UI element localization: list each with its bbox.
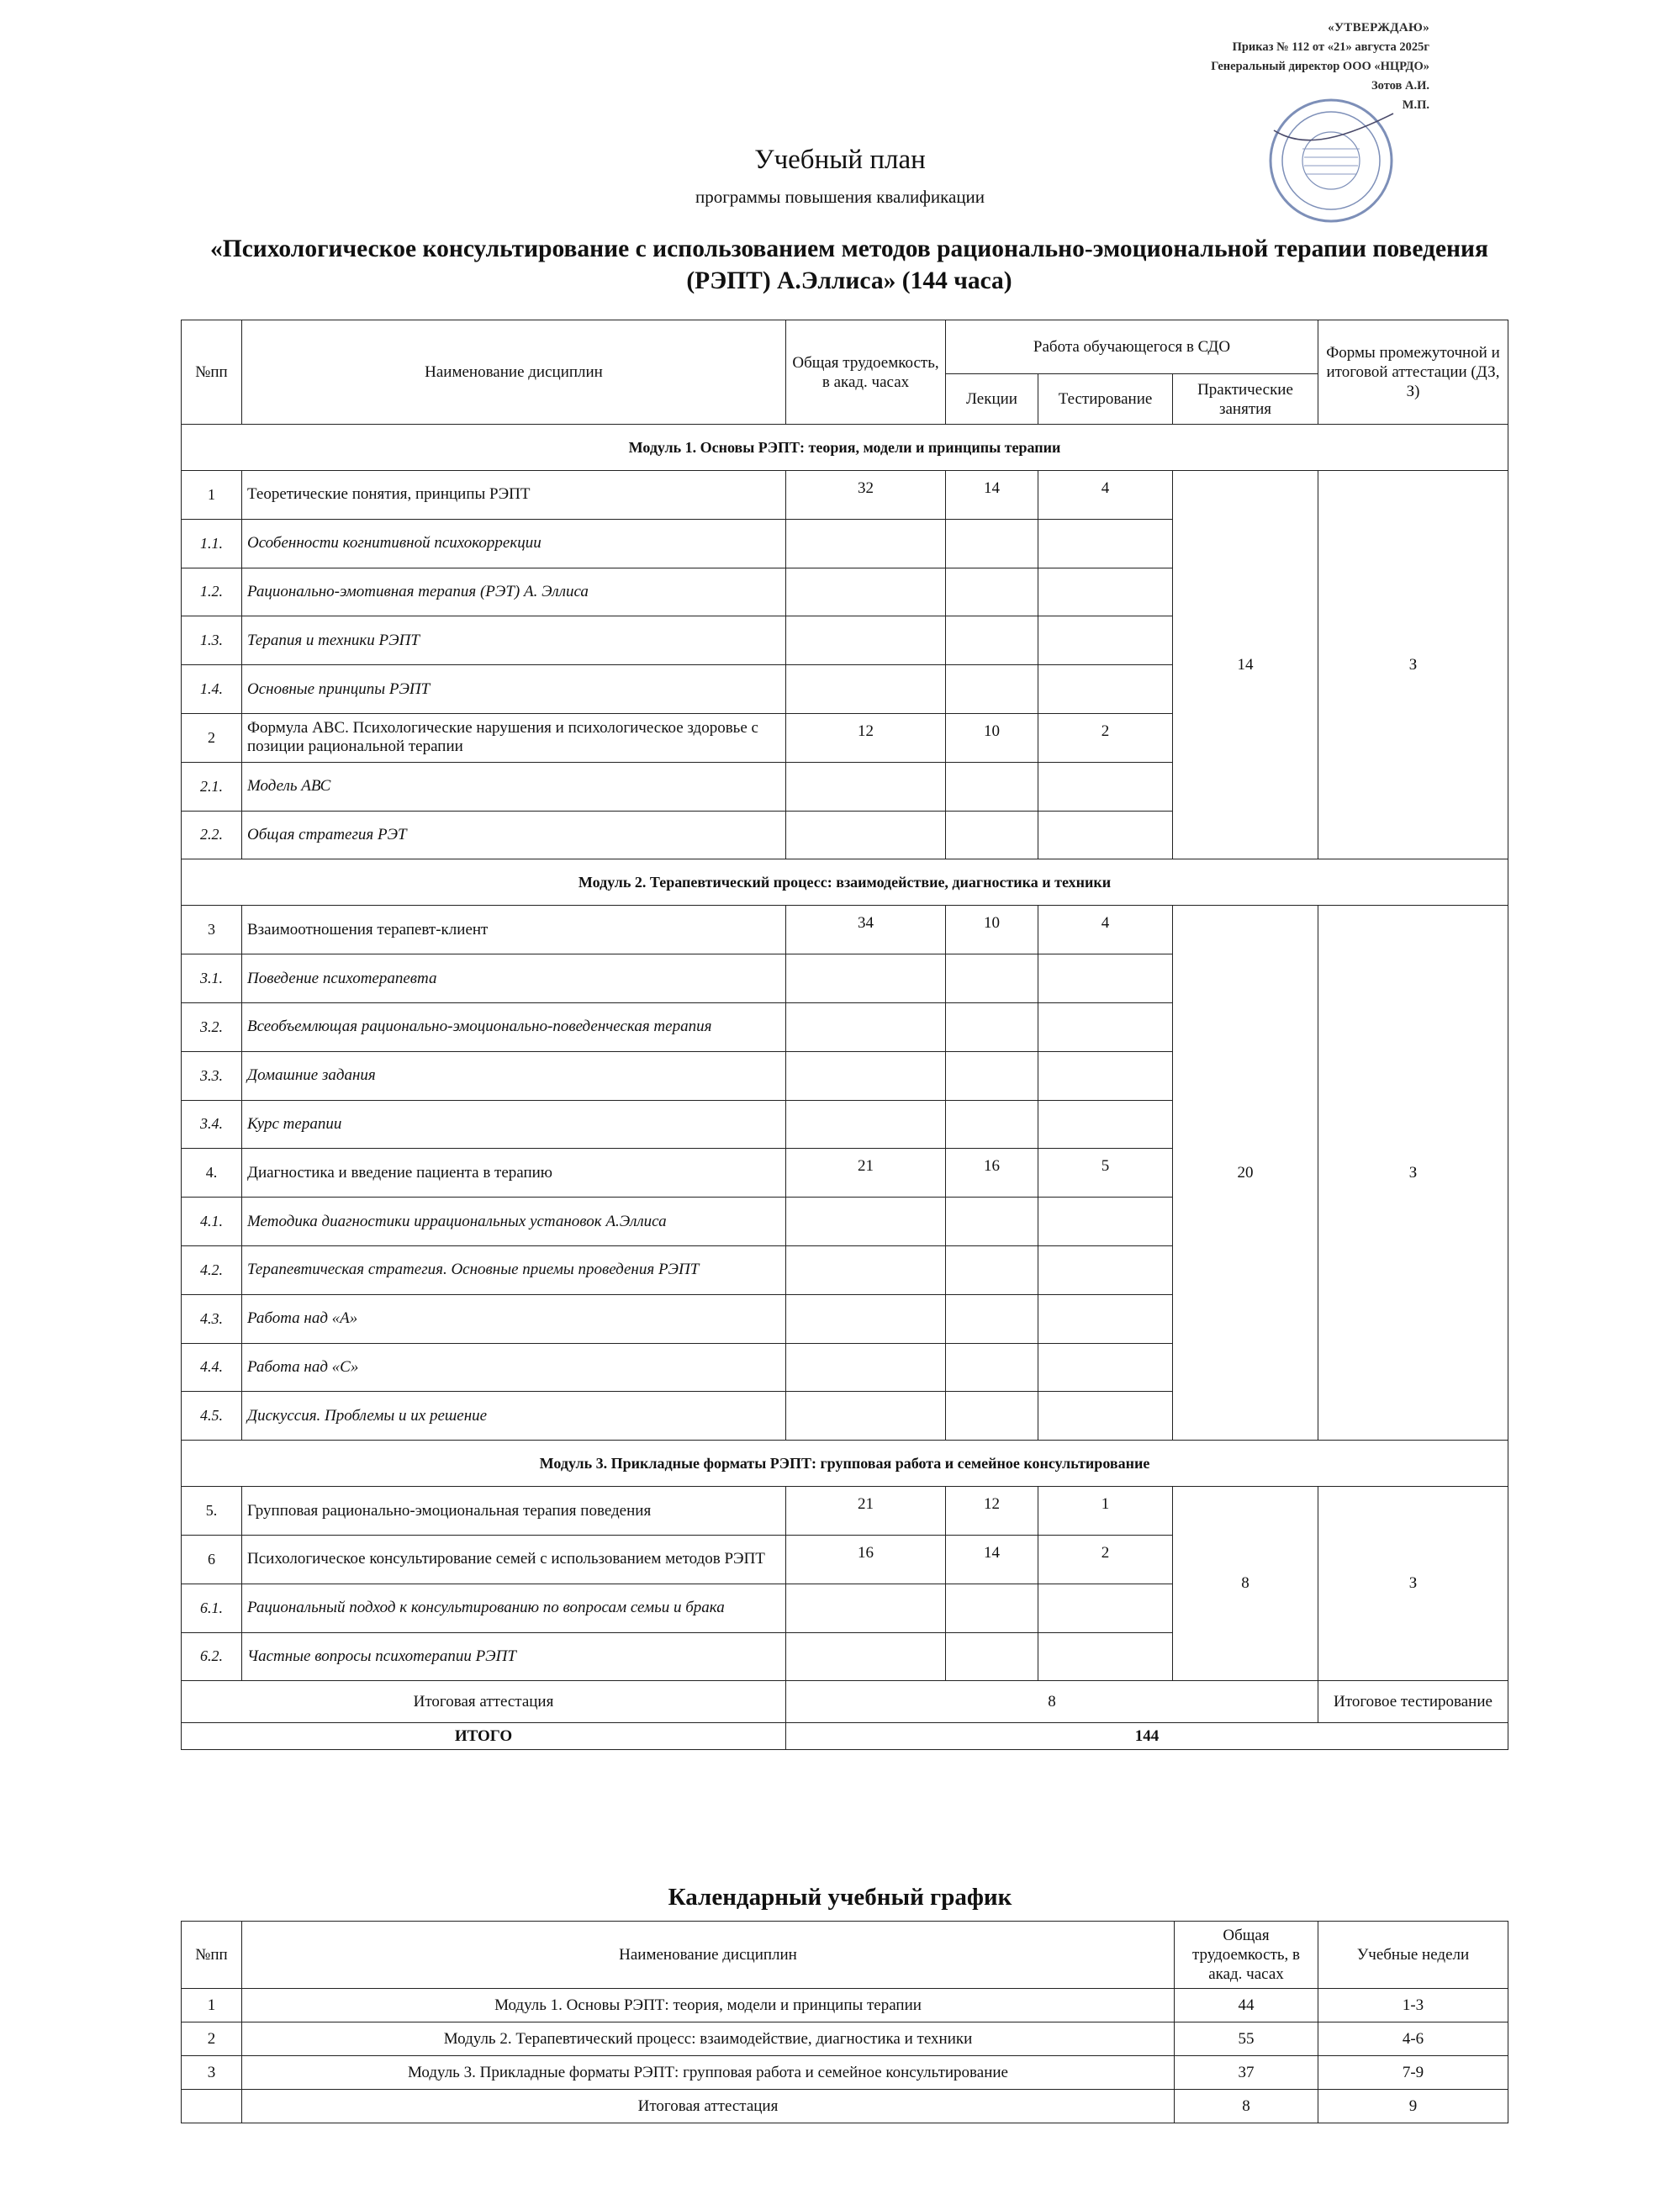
header-work: Работа обучающегося в СДО (946, 320, 1318, 374)
module-header-row (182, 1441, 1508, 1487)
document-title: Учебный план (754, 145, 926, 175)
total-hours (786, 519, 946, 568)
discipline-name: Методика диагностики иррациональных установок А.Эллиса (242, 1198, 786, 1246)
document-subtitle: программы повышения квалификации (695, 187, 985, 207)
lecture-hours (946, 811, 1038, 859)
cal-module-name: Модуль 3. Прикладные форматы РЭПТ: групповая работа и семейное консультирование (242, 2056, 1175, 2090)
lecture-hours: 14 (946, 1535, 1038, 1584)
cal-weeks: 9 (1318, 2090, 1508, 2123)
module-header-row (182, 859, 1508, 906)
row-number: 6.2. (182, 1632, 242, 1681)
lecture-hours (946, 1584, 1038, 1632)
program-title: «Психологическое консультирование с использованием методов рационально-эмоциональной терапии поведения (РЭПТ) А.Эллиса» (144 часа) (210, 235, 1488, 294)
cal-total-hours: 55 (1175, 2022, 1318, 2056)
calendar-row (182, 2056, 1508, 2090)
header-num: №пп (182, 320, 242, 425)
header-name: Наименование дисциплин (242, 320, 786, 425)
practice-hours: 20 (1173, 906, 1318, 1441)
cal-total-hours: 37 (1175, 2056, 1318, 2090)
cal-module-name: Итоговая аттестация (242, 2090, 1175, 2123)
approval-title: «УТВЕРЖДАЮ» (1328, 21, 1429, 34)
lecture-hours (946, 1051, 1038, 1100)
cal-row-number: 1 (182, 1989, 242, 2022)
row-number: 3.3. (182, 1051, 242, 1100)
calendar-row (182, 2022, 1508, 2056)
discipline-name: Групповая рационально-эмоциональная терапия поведения (242, 1487, 786, 1536)
total-hours (786, 1198, 946, 1246)
discipline-name: Работа над «А» (242, 1294, 786, 1343)
attestation-form: З (1318, 471, 1508, 859)
total-hours (786, 568, 946, 616)
row-number: 2.1. (182, 762, 242, 811)
row-number: 4. (182, 1149, 242, 1198)
discipline-name: Основные принципы РЭПТ (242, 665, 786, 714)
discipline-name: Работа над «С» (242, 1343, 786, 1392)
cal-total-hours: 44 (1175, 1989, 1318, 2022)
practice-hours: 8 (1173, 1487, 1318, 1681)
discipline-name: Частные вопросы психотерапии РЭПТ (242, 1632, 786, 1681)
row-number: 2 (182, 713, 242, 762)
testing-hours: 4 (1038, 906, 1173, 954)
discipline-name: Формула АВС. Психологические нарушения и психологическое здоровье с позиции рациональной терапии (242, 713, 786, 762)
total-hours (786, 762, 946, 811)
testing-hours (1038, 1245, 1173, 1294)
lecture-hours (946, 1100, 1038, 1149)
testing-hours (1038, 954, 1173, 1003)
cal-row-number (182, 2090, 242, 2123)
row-number: 4.2. (182, 1245, 242, 1294)
discipline-name: Теоретические понятия, принципы РЭПТ (242, 471, 786, 520)
cal-header-total: Общая трудоемкость, в акад. часах (1175, 1922, 1318, 1989)
total-hours: 16 (786, 1535, 946, 1584)
total-hours: 32 (786, 471, 946, 520)
testing-hours (1038, 1294, 1173, 1343)
table-row (182, 471, 1508, 520)
total-hours (786, 1051, 946, 1100)
discipline-name: Диагностика и введение пациента в терапию (242, 1149, 786, 1198)
row-number: 1.3. (182, 616, 242, 665)
total-hours (786, 1343, 946, 1392)
testing-hours (1038, 1343, 1173, 1392)
module-title: Модуль 3. Прикладные форматы РЭПТ: групповая работа и семейное консультирование (182, 1441, 1508, 1487)
row-number: 3 (182, 906, 242, 954)
row-number: 6 (182, 1535, 242, 1584)
testing-hours: 1 (1038, 1487, 1173, 1536)
lecture-hours (946, 1198, 1038, 1246)
module-title: Модуль 1. Основы РЭПТ: теория, модели и принципы терапии (182, 425, 1508, 471)
calendar-row (182, 2090, 1508, 2123)
header-total: Общая трудоемкость, в акад. часах (786, 320, 946, 425)
lecture-hours (946, 762, 1038, 811)
cal-total-hours: 8 (1175, 2090, 1318, 2123)
approval-name: Зотов А.И. (1371, 79, 1429, 93)
total-hours (786, 1245, 946, 1294)
testing-hours (1038, 568, 1173, 616)
row-number: 1.1. (182, 519, 242, 568)
approval-position: Генеральный директор ООО «НЦРДО» (1211, 60, 1429, 73)
discipline-name: Особенности когнитивной психокоррекции (242, 519, 786, 568)
testing-hours (1038, 811, 1173, 859)
discipline-name: Психологическое консультирование семей с использованием методов РЭПТ (242, 1535, 786, 1584)
lecture-hours (946, 1632, 1038, 1681)
total-hours: 21 (786, 1487, 946, 1536)
final-attestation-form: Итоговое тестирование (1318, 1681, 1508, 1723)
calendar-row (182, 1989, 1508, 2022)
discipline-name: Дискуссия. Проблемы и их решение (242, 1392, 786, 1441)
final-attestation-label: Итоговая аттестация (182, 1681, 786, 1723)
attestation-form: З (1318, 906, 1508, 1441)
discipline-name: Рационально-эмотивная терапия (РЭТ) А. Эллиса (242, 568, 786, 616)
lecture-hours (946, 1392, 1038, 1441)
total-hours (786, 1100, 946, 1149)
cal-weeks: 4-6 (1318, 2022, 1508, 2056)
practice-hours: 14 (1173, 471, 1318, 859)
testing-hours (1038, 1392, 1173, 1441)
discipline-name: Курс терапии (242, 1100, 786, 1149)
discipline-name: Терапия и техники РЭПТ (242, 616, 786, 665)
row-number: 1.4. (182, 665, 242, 714)
discipline-name: Поведение психотерапевта (242, 954, 786, 1003)
discipline-name: Рациональный подход к консультированию по вопросам семьи и брака (242, 1584, 786, 1632)
testing-hours (1038, 616, 1173, 665)
lecture-hours (946, 1343, 1038, 1392)
total-hours (786, 616, 946, 665)
lecture-hours (946, 1245, 1038, 1294)
curriculum-table (181, 320, 1508, 1750)
testing-hours (1038, 1002, 1173, 1051)
total-hours (786, 1584, 946, 1632)
row-number: 6.1. (182, 1584, 242, 1632)
discipline-name: Всеобъемлющая рационально-эмоционально-поведенческая терапия (242, 1002, 786, 1051)
total-row (182, 1723, 1508, 1750)
row-number: 4.4. (182, 1343, 242, 1392)
total-hours: 12 (786, 713, 946, 762)
testing-hours: 4 (1038, 471, 1173, 520)
discipline-name: Модель АВС (242, 762, 786, 811)
testing-hours (1038, 762, 1173, 811)
cal-row-number: 3 (182, 2056, 242, 2090)
total-hours (786, 1294, 946, 1343)
lecture-hours (946, 1002, 1038, 1051)
total-hours (786, 1002, 946, 1051)
lecture-hours: 10 (946, 906, 1038, 954)
calendar-title: Календарный учебный график (668, 1884, 1012, 1911)
cal-weeks: 1-3 (1318, 1989, 1508, 2022)
row-number: 1 (182, 471, 242, 520)
attestation-form: З (1318, 1487, 1508, 1681)
testing-hours (1038, 519, 1173, 568)
total-hours (786, 811, 946, 859)
cal-header-weeks: Учебные недели (1318, 1922, 1508, 1989)
testing-hours (1038, 665, 1173, 714)
row-number: 3.2. (182, 1002, 242, 1051)
total-hours: 34 (786, 906, 946, 954)
testing-hours (1038, 1632, 1173, 1681)
table-row (182, 1487, 1508, 1536)
testing-hours: 2 (1038, 1535, 1173, 1584)
row-number: 2.2. (182, 811, 242, 859)
row-number: 5. (182, 1487, 242, 1536)
lecture-hours (946, 1294, 1038, 1343)
cal-header-name: Наименование дисциплин (242, 1922, 1175, 1989)
final-attestation-hours: 8 (786, 1681, 1318, 1723)
testing-hours (1038, 1051, 1173, 1100)
discipline-name: Домашние задания (242, 1051, 786, 1100)
row-number: 1.2. (182, 568, 242, 616)
header-forms: Формы промежуточной и итоговой аттестации (ДЗ, З) (1318, 320, 1508, 425)
row-number: 4.1. (182, 1198, 242, 1246)
total-hours: 21 (786, 1149, 946, 1198)
testing-hours: 5 (1038, 1149, 1173, 1198)
row-number: 3.4. (182, 1100, 242, 1149)
discipline-name: Терапевтическая стратегия. Основные приемы проведения РЭПТ (242, 1245, 786, 1294)
lecture-hours (946, 568, 1038, 616)
total-hours (786, 665, 946, 714)
total-label: ИТОГО (182, 1723, 786, 1750)
approval-order: Приказ № 112 от «21» августа 2025г (1232, 40, 1429, 54)
total-hours-sum: 144 (786, 1723, 1508, 1750)
header-testing: Тестирование (1038, 374, 1173, 425)
lecture-hours: 12 (946, 1487, 1038, 1536)
cal-module-name: Модуль 1. Основы РЭПТ: теория, модели и принципы терапии (242, 1989, 1175, 2022)
total-hours (786, 954, 946, 1003)
total-hours (786, 1632, 946, 1681)
cal-row-number: 2 (182, 2022, 242, 2056)
lecture-hours: 16 (946, 1149, 1038, 1198)
discipline-name: Общая стратегия РЭТ (242, 811, 786, 859)
lecture-hours (946, 954, 1038, 1003)
cal-module-name: Модуль 2. Терапевтический процесс: взаимодействие, диагностика и техники (242, 2022, 1175, 2056)
lecture-hours: 10 (946, 713, 1038, 762)
final-attestation-row (182, 1681, 1508, 1723)
table-row (182, 906, 1508, 954)
header-practice: Практические занятия (1173, 374, 1318, 425)
header-lectures: Лекции (946, 374, 1038, 425)
row-number: 4.3. (182, 1294, 242, 1343)
cal-header-num: №пп (182, 1922, 242, 1989)
calendar-table (181, 1921, 1508, 2123)
testing-hours: 2 (1038, 713, 1173, 762)
module-title: Модуль 2. Терапевтический процесс: взаимодействие, диагностика и техники (182, 859, 1508, 906)
row-number: 4.5. (182, 1392, 242, 1441)
lecture-hours: 14 (946, 471, 1038, 520)
cal-weeks: 7-9 (1318, 2056, 1508, 2090)
testing-hours (1038, 1584, 1173, 1632)
lecture-hours (946, 665, 1038, 714)
row-number: 3.1. (182, 954, 242, 1003)
testing-hours (1038, 1100, 1173, 1149)
lecture-hours (946, 616, 1038, 665)
testing-hours (1038, 1198, 1173, 1246)
discipline-name: Взаимоотношения терапевт-клиент (242, 906, 786, 954)
lecture-hours (946, 519, 1038, 568)
module-header-row (182, 425, 1508, 471)
approval-mp: М.П. (1402, 98, 1429, 112)
total-hours (786, 1392, 946, 1441)
